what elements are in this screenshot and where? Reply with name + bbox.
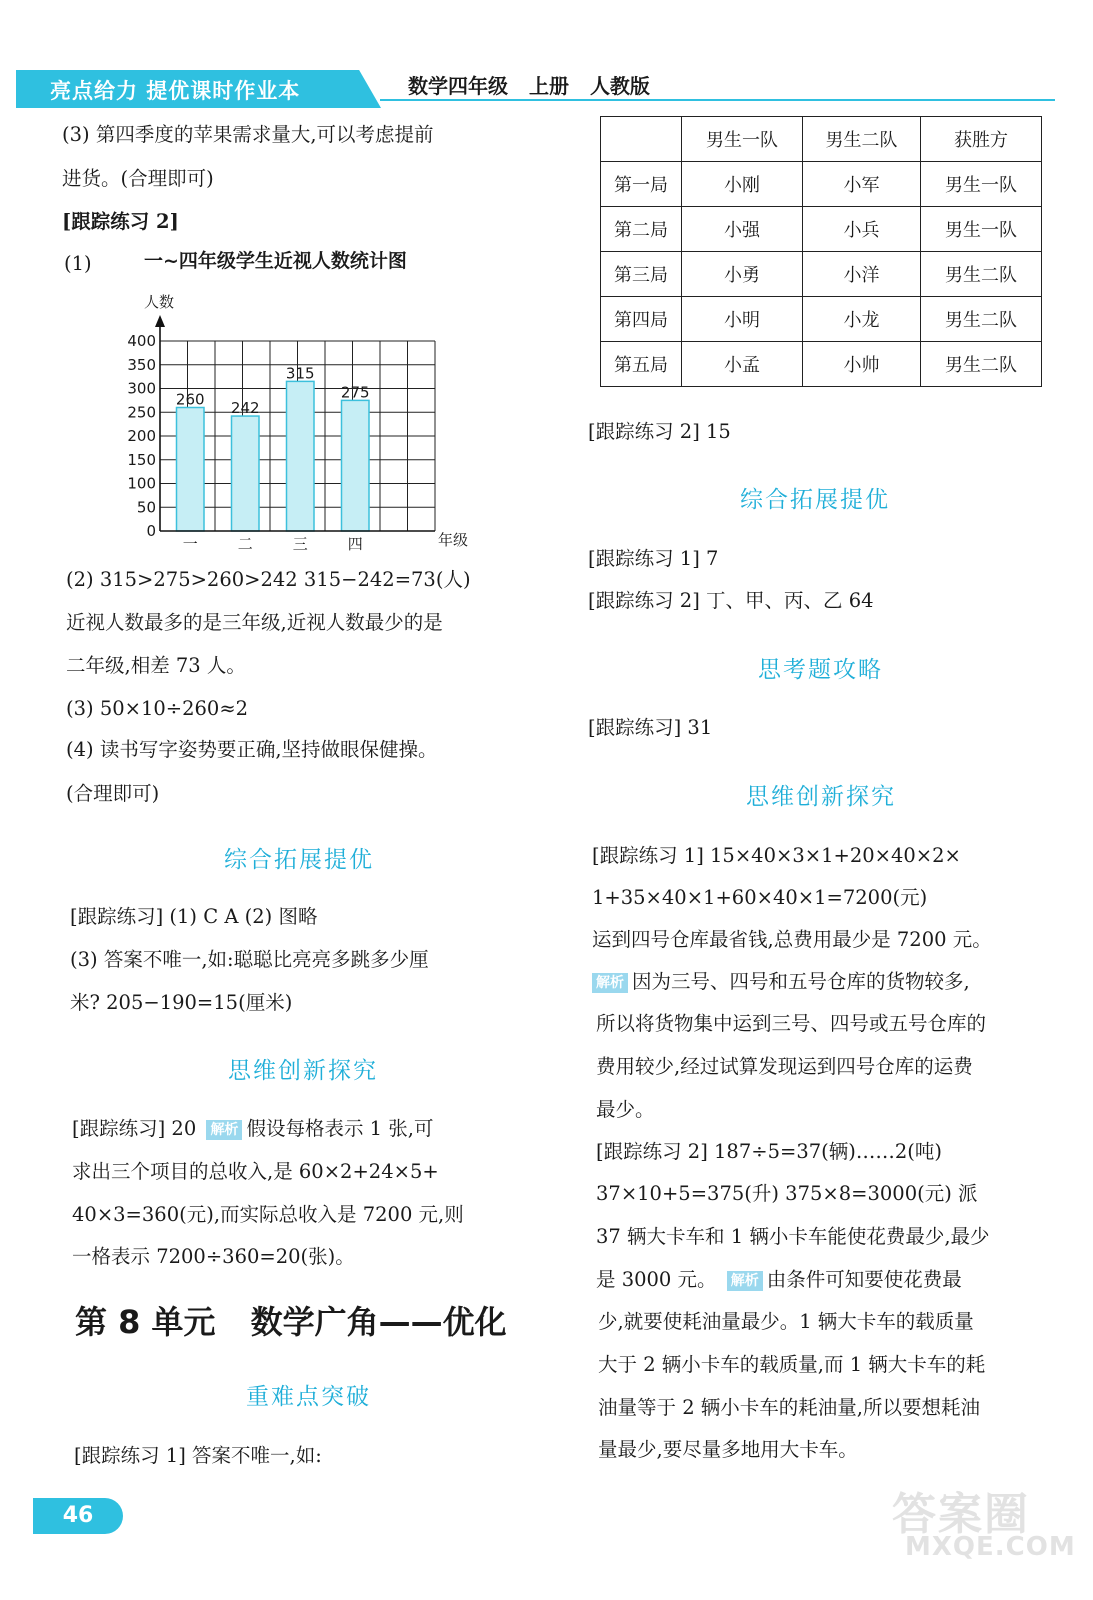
right-r1: [跟踪练习 2] 15 xyxy=(588,420,731,443)
right-r14: 37 辆大卡车和 1 辆小卡车能使花费最少,最少 xyxy=(596,1225,990,1248)
y-tick-label: 300 xyxy=(127,379,156,398)
chart-x-label: 年级 xyxy=(438,531,469,549)
x-tick-label: 三 xyxy=(292,535,308,553)
bar-value-label: 315 xyxy=(285,364,315,383)
table-cell: 男生二队 xyxy=(921,297,1042,342)
unit-heading xyxy=(75,1297,507,1343)
table-header-cell: 男生一队 xyxy=(682,117,803,162)
left-p4b: (合理即可) xyxy=(66,782,160,805)
left-ex3: 米? 205−190=15(厘米) xyxy=(70,991,293,1014)
volume: 上册 xyxy=(528,74,569,98)
right-r7: 运到四号仓库最省钱,总费用最少是 7200 元。 xyxy=(592,928,992,951)
table-cell: 小勇 xyxy=(682,252,803,297)
left-th1 xyxy=(72,1117,433,1140)
left-last: [跟踪练习 1] 答案不唯一,如: xyxy=(74,1444,322,1467)
y-tick-label: 50 xyxy=(136,498,156,517)
myopia-bar-chart xyxy=(110,245,490,555)
left-ex1: [跟踪练习] (1) C A (2) 图略 xyxy=(70,905,318,928)
chart-bars xyxy=(176,364,370,531)
table-cell: 男生一队 xyxy=(921,162,1042,207)
bar-value-label: 242 xyxy=(230,399,260,418)
right-r8 xyxy=(592,970,970,993)
left-line-1: (3) 第四季度的苹果需求量大,可以考虑提前 xyxy=(62,123,434,146)
left-p2b: 近视人数最多的是三年级,近视人数最少的是 xyxy=(66,611,443,634)
table-cell: 第三局 xyxy=(601,252,682,297)
unit-number: 第 8 单元 xyxy=(75,1303,216,1341)
right-section-extension: 综合拓展提优 xyxy=(740,487,890,513)
x-tick-label: 二 xyxy=(237,535,253,553)
left-p2c: 二年级,相差 73 人。 xyxy=(66,654,246,677)
table-cell: 小明 xyxy=(682,297,803,342)
y-tick-label: 150 xyxy=(127,450,156,469)
chart-prefix: (1) xyxy=(64,252,92,275)
y-tick-label: 400 xyxy=(127,332,156,350)
y-axis-arrow xyxy=(155,315,165,327)
table-row xyxy=(601,297,1042,342)
right-r5: [跟踪练习 1] 15×40×3×1+20×40×2× xyxy=(592,844,961,867)
table-cell: 小孟 xyxy=(682,342,803,387)
left-th4: 一格表示 7200÷360=20(张)。 xyxy=(72,1245,355,1268)
practice-label: [跟踪练习 2] xyxy=(62,210,179,233)
table-header-row xyxy=(601,117,1042,162)
bar xyxy=(232,416,260,531)
book-info xyxy=(408,70,650,99)
analysis-tag: 解析 xyxy=(592,973,628,993)
table-cell: 第二局 xyxy=(601,207,682,252)
table-cell: 小刚 xyxy=(682,162,803,207)
bar xyxy=(287,381,315,531)
y-tick-label: 200 xyxy=(127,427,156,445)
left-p2a: (2) 315>275>260>242 315−242=73(人) xyxy=(66,568,471,591)
chart-title: 一~四年级学生近视人数统计图 xyxy=(144,250,407,272)
y-tick-label: 350 xyxy=(127,355,156,374)
right-r12: [跟踪练习 2] 187÷5=37(辆)……2(吨) xyxy=(596,1140,942,1163)
table-header-cell xyxy=(601,117,682,162)
page-number: 46 xyxy=(33,1498,123,1534)
table-row xyxy=(601,162,1042,207)
table-row xyxy=(601,252,1042,297)
right-r9: 所以将货物集中运到三号、四号或五号仓库的 xyxy=(596,1012,987,1035)
match-table xyxy=(600,116,1042,387)
section-title-extension: 综合拓展提优 xyxy=(224,847,374,873)
analysis-tag: 解析 xyxy=(727,1271,763,1291)
right-r19: 量最少,要尽量多地用大卡车。 xyxy=(598,1438,858,1461)
table-cell: 男生二队 xyxy=(921,342,1042,387)
right-r2: [跟踪练习 1] 7 xyxy=(588,547,719,570)
table-cell: 小兵 xyxy=(803,207,921,252)
right-r13: 37×10+5=375(升) 375×8=3000(元) 派 xyxy=(596,1182,978,1205)
chart-y-label: 人数 xyxy=(144,293,175,311)
right-r16: 少,就要使耗油量最少。1 辆大卡车的载质量 xyxy=(598,1310,974,1333)
table-cell: 小军 xyxy=(803,162,921,207)
y-tick-label: 250 xyxy=(127,403,156,422)
left-th3: 40×3=360(元),而实际总收入是 7200 元,则 xyxy=(72,1203,464,1226)
table-cell: 小洋 xyxy=(803,252,921,297)
x-tick-label: 四 xyxy=(347,535,363,553)
header-rule xyxy=(380,99,1055,101)
right-r8-rest: 因为三号、四号和五号仓库的货物较多, xyxy=(632,970,970,993)
watermark-url: MXQE.COM xyxy=(905,1532,1076,1562)
edition: 人教版 xyxy=(589,74,650,98)
book-brand: 亮点给力 提优课时作业本 xyxy=(50,79,301,103)
right-r18: 油量等于 2 辆小卡车的耗油量,所以要想耗油 xyxy=(598,1396,981,1419)
bar-value-label: 260 xyxy=(175,390,205,409)
table-cell: 第五局 xyxy=(601,342,682,387)
table-cell: 小强 xyxy=(682,207,803,252)
y-tick-label: 0 xyxy=(146,522,156,540)
table-cell: 男生一队 xyxy=(921,207,1042,252)
x-tick-label: 一 xyxy=(182,535,198,553)
right-r15-lead: 是 3000 元。 xyxy=(596,1268,717,1291)
section-title-key-points: 重难点突破 xyxy=(246,1384,371,1410)
table-cell: 第一局 xyxy=(601,162,682,207)
unit-name: 数学广角——优化 xyxy=(250,1303,507,1341)
bar xyxy=(177,408,205,532)
table-cell: 男生二队 xyxy=(921,252,1042,297)
watermark-logo: 答案圈 xyxy=(892,1489,1030,1540)
subject: 数学四年级 xyxy=(408,74,508,98)
table-cell: 小帅 xyxy=(803,342,921,387)
table-row xyxy=(601,342,1042,387)
left-line-2: 进货。(合理即可) xyxy=(62,167,214,190)
right-r6: 1+35×40×1+60×40×1=7200(元) xyxy=(592,886,928,909)
right-section-innovation: 思维创新探究 xyxy=(746,784,896,810)
left-p3: (3) 50×10÷260≈2 xyxy=(66,697,249,720)
y-tick-label: 100 xyxy=(127,474,156,493)
left-p4a: (4) 读书写字姿势要正确,坚持做眼保健操。 xyxy=(66,738,438,761)
right-r15 xyxy=(596,1268,962,1291)
right-section-thinking: 思考题攻略 xyxy=(758,657,883,683)
section-title-innovation: 思维创新探究 xyxy=(228,1058,378,1084)
table-header-cell: 获胜方 xyxy=(921,117,1042,162)
left-ex2: (3) 答案不唯一,如:聪聪比亮亮多跳多少厘 xyxy=(70,948,429,971)
right-r17: 大于 2 辆小卡车的载质量,而 1 辆大卡车的耗 xyxy=(598,1353,986,1376)
left-th1-rest: 假设每格表示 1 张,可 xyxy=(246,1117,434,1140)
right-r3: [跟踪练习 2] 丁、甲、丙、乙 64 xyxy=(588,589,874,612)
bar xyxy=(342,400,370,531)
table-cell: 第四局 xyxy=(601,297,682,342)
table-cell: 小龙 xyxy=(803,297,921,342)
table-header-cell: 男生二队 xyxy=(803,117,921,162)
bar-value-label: 275 xyxy=(340,383,370,402)
analysis-tag: 解析 xyxy=(206,1120,242,1140)
left-th1-lead: [跟踪练习] 20 xyxy=(72,1117,197,1140)
right-r4: [跟踪练习] 31 xyxy=(588,716,713,739)
table-row xyxy=(601,207,1042,252)
right-r15-rest: 由条件可知要使花费最 xyxy=(766,1268,962,1291)
right-r11: 最少。 xyxy=(596,1098,655,1121)
right-r10: 费用较少,经过试算发现运到四号仓库的运费 xyxy=(596,1055,973,1078)
left-th2: 求出三个项目的总收入,是 60×2+24×5+ xyxy=(72,1160,439,1183)
